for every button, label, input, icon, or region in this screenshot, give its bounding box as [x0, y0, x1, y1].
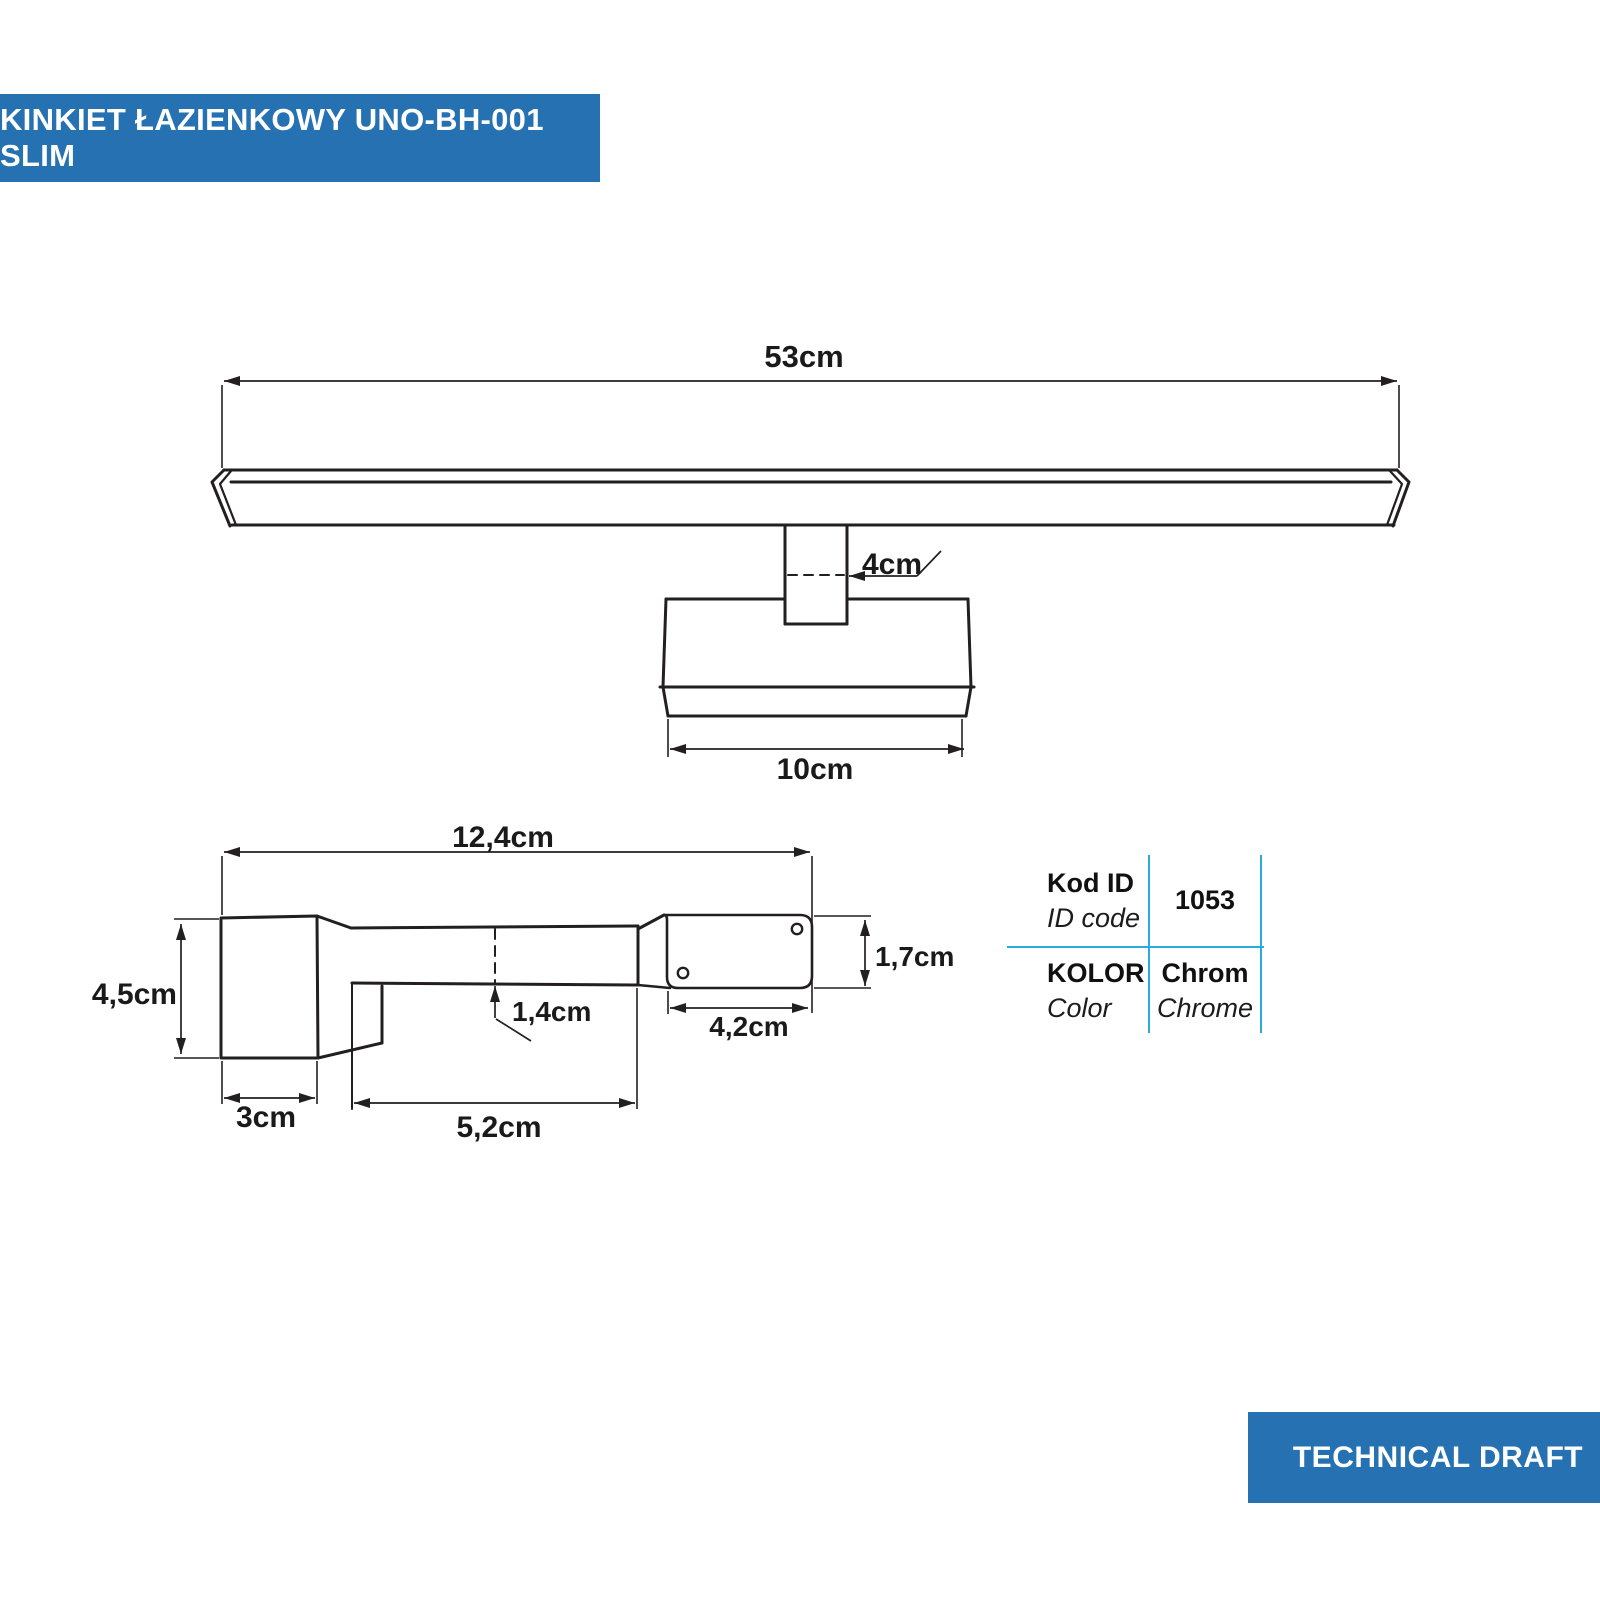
side-head-height-label: 4,5cm [91, 978, 177, 1011]
dim-4-5cm [174, 919, 219, 1058]
spec-row-color [1007, 948, 1264, 1033]
front-total-width-label: 53cm [764, 339, 844, 374]
dim-3cm [222, 1061, 317, 1104]
footer-title: TECHNICAL DRAFT [1292, 1440, 1584, 1474]
spec-label-en: Color [1047, 993, 1112, 1023]
spec-label-pl: Kod ID [1047, 868, 1134, 898]
screw-hole-bottom [678, 968, 688, 978]
spec-id-value: 1053 [1174, 885, 1236, 915]
spec-label-en: ID code [1047, 903, 1141, 933]
spec-table [1007, 855, 1264, 1033]
dim-1-7cm [814, 916, 871, 988]
dim-53cm [222, 381, 1399, 468]
side-plate-width-label: 4,2cm [709, 1011, 789, 1042]
side-total-depth-label: 12,4cm [452, 821, 554, 854]
side-arm-length-label: 5,2cm [456, 1111, 542, 1144]
spec-value-cell [1148, 948, 1262, 1033]
spec-color-value-en: Chrome [1156, 993, 1254, 1023]
side-view-dimensions [174, 852, 871, 1109]
front-base-width-label: 10cm [776, 753, 854, 786]
spec-label-cell [1007, 855, 1148, 946]
footer-banner [1248, 1412, 1600, 1503]
spec-row-id-code [1007, 855, 1264, 948]
screw-hole-top [792, 924, 802, 934]
spec-value-cell [1148, 855, 1262, 946]
front-view-dimensions [222, 381, 1399, 757]
dim-10cm [668, 719, 964, 757]
front-stem-width-label: 4cm [862, 548, 923, 581]
front-view-drawing [212, 470, 1409, 716]
spec-label-pl: KOLOR [1047, 958, 1145, 988]
side-plate-height-label: 1,7cm [875, 941, 955, 972]
product-title: KINKIET ŁAZIENKOWY UNO-BH-001 SLIM [0, 102, 544, 173]
spec-label-cell [1007, 948, 1148, 1033]
spec-color-value-pl: Chrom [1161, 958, 1249, 988]
side-arm-height-label: 1,4cm [512, 996, 592, 1027]
side-head-depth-label: 3cm [235, 1101, 297, 1134]
